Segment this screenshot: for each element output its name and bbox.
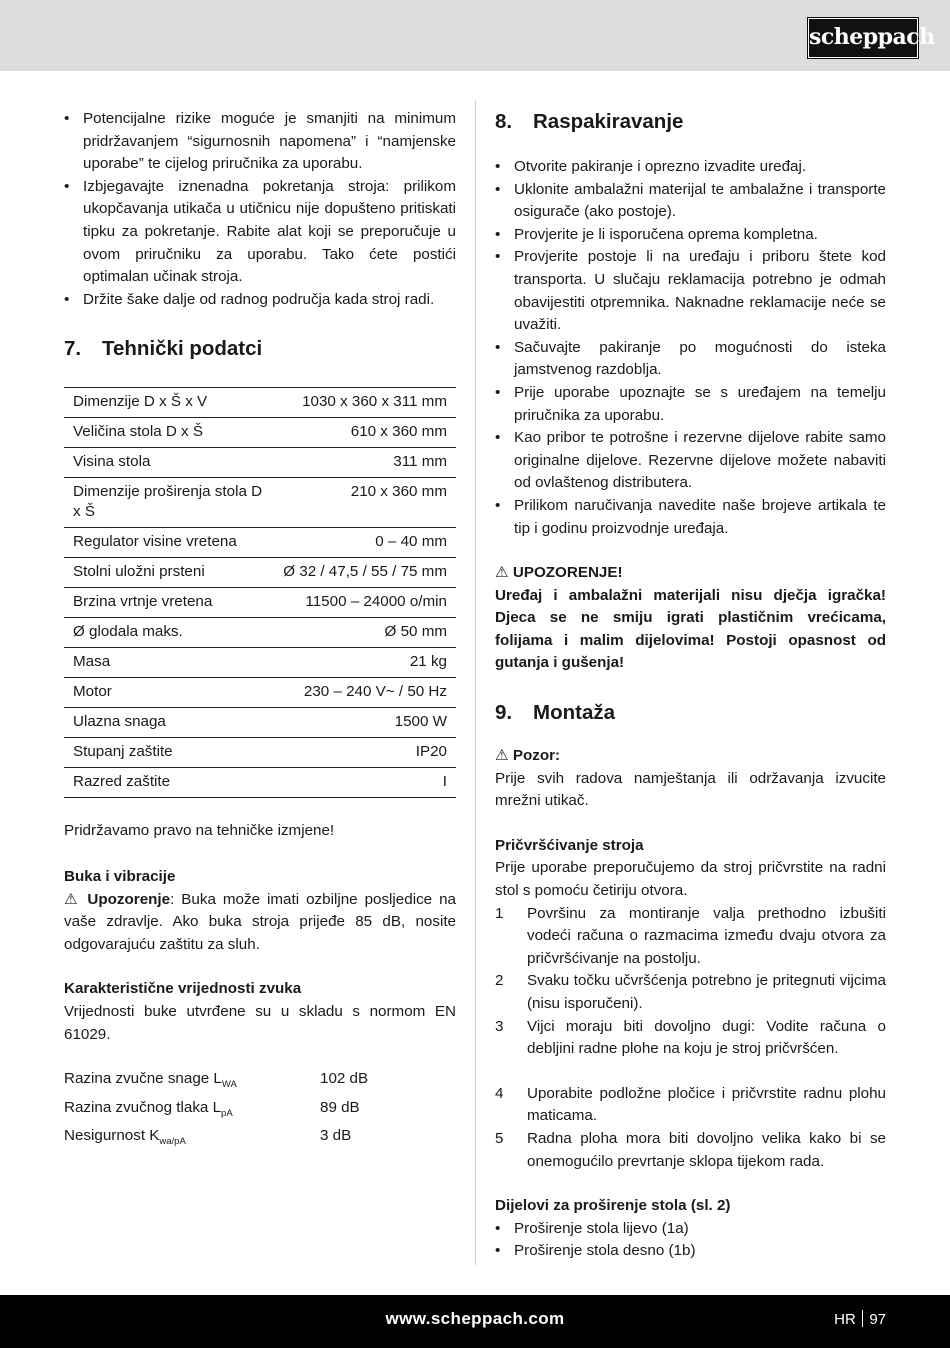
technical-data-table bbox=[64, 387, 456, 798]
fix-text: Prije uporabe preporučujemo da stroj pričvrstite na radni stol s pomoću četiriju otvora. bbox=[495, 859, 886, 900]
table-cell-value: 1500 W bbox=[274, 708, 456, 738]
sound-row bbox=[64, 1068, 456, 1097]
website-link[interactable]: www.scheppach.com bbox=[385, 1309, 565, 1328]
warning-triangle-icon: ⚠ bbox=[64, 890, 81, 908]
right-column bbox=[495, 108, 886, 1263]
table-row bbox=[64, 388, 456, 418]
sound-values bbox=[64, 1068, 456, 1154]
list-item: • Otvorite pakiranje i oprezno izvadite uređaj. bbox=[495, 156, 886, 179]
sound-value: 89 dB bbox=[320, 1098, 360, 1116]
table-cell-label: Brzina vrtnje vretena bbox=[64, 588, 274, 618]
table-cell-value: I bbox=[274, 768, 456, 798]
table-cell-value: Ø 50 mm bbox=[274, 618, 456, 648]
section-7-heading bbox=[64, 335, 456, 363]
intro-bullet-list bbox=[64, 108, 456, 311]
table-row bbox=[64, 738, 456, 768]
table-cell-label: Ø glodala maks. bbox=[64, 618, 274, 648]
list-item: • Držite šake dalje od radnog područja kada stroj radi. bbox=[64, 289, 456, 312]
list-item: 2 Svaku točku učvršćenja potrebno je pritegnuti vijcima (nisu isporučeni). bbox=[495, 972, 886, 1012]
sound-text: Vrijednosti buke utvrđene su u skladu s normom EN 61029. bbox=[64, 1002, 456, 1043]
page-header bbox=[0, 0, 950, 71]
reserve-note: Pridržavamo pravo na tehničke izmjene! bbox=[64, 822, 335, 840]
page-number: 97 bbox=[869, 1311, 886, 1328]
table-cell-value: 210 x 360 mm bbox=[274, 478, 456, 528]
section-title: Tehnički podatci bbox=[102, 337, 263, 361]
noise-warning-label: Upozorenje bbox=[87, 890, 171, 908]
table-cell-value: 1030 x 360 x 311 mm bbox=[274, 388, 456, 418]
ext-heading: Dijelovi za proširenje stola (sl. 2) bbox=[495, 1197, 731, 1215]
sound-row bbox=[64, 1097, 456, 1126]
list-item: 3 Vijci moraju biti dovoljno dugi: Vodite računa o debljini radne plohe na koju je stroj pričvršćen. bbox=[495, 1017, 886, 1058]
list-item: • Provjerite je li isporučena oprema kompletna. bbox=[495, 224, 886, 247]
section-8-heading bbox=[495, 108, 886, 136]
page-footer bbox=[0, 1295, 950, 1348]
table-cell-value: 11500 – 24000 o/min bbox=[274, 588, 456, 618]
table-row bbox=[64, 588, 456, 618]
table-cell-label: Masa bbox=[64, 648, 274, 678]
table-cell-value: 610 x 360 mm bbox=[274, 418, 456, 448]
table-row bbox=[64, 448, 456, 478]
table-row bbox=[64, 418, 456, 448]
list-item: • Prije uporabe upoznajte se s uređajem na temelju priručnika za uporabu. bbox=[495, 382, 886, 427]
list-item: • Sačuvajte pakiranje po mogućnosti do isteka jamstvenog razdoblja. bbox=[495, 337, 886, 382]
page-indicator bbox=[834, 1310, 886, 1328]
noise-warning bbox=[64, 889, 456, 957]
table-row bbox=[64, 708, 456, 738]
warning-text: Uređaj i ambalažni materijali nisu dječja igračka! Djeca se ne smiju igrati plastičnim vrećicama, folijama i malim dijelovima! Postoji opasnost od gutanja i gušenja! bbox=[495, 586, 886, 672]
warning-triangle-icon: ⚠ bbox=[495, 564, 509, 582]
table-cell-value: 0 – 40 mm bbox=[274, 528, 456, 558]
caution-text: Prije svih radova namještanja ili održavanja izvucite mrežni utikač. bbox=[495, 769, 886, 810]
table-row bbox=[64, 648, 456, 678]
sound-value: 3 dB bbox=[320, 1127, 352, 1145]
list-item: • Kao pribor te potrošne i rezervne dijelove rabite samo originalne dijelove. Rezervne dijelove možete nabaviti od ovlaštenog distributera. bbox=[495, 427, 886, 495]
table-cell-value: Ø 32 / 47,5 / 55 / 75 mm bbox=[274, 558, 456, 588]
section-number: 9. bbox=[495, 701, 513, 725]
list-item: • Proširenje stola lijevo (1a) bbox=[495, 1218, 886, 1241]
mounting-steps bbox=[495, 903, 886, 1174]
unpack-bullet-list bbox=[495, 156, 886, 540]
scheppach-logo: scheppach bbox=[808, 18, 918, 58]
table-cell-value: IP20 bbox=[274, 738, 456, 768]
list-item: • Proširenje stola desno (1b) bbox=[495, 1240, 886, 1263]
sound-subscript: wa/pA bbox=[159, 1136, 186, 1148]
table-cell-label: Regulator visine vretena bbox=[64, 528, 274, 558]
caution-title: ⚠ Pozor: bbox=[495, 747, 561, 765]
list-item: • Prilikom naručivanja navedite naše brojeve artikala te tip i godinu proizvodnje uređaja. bbox=[495, 495, 886, 540]
table-cell-value: 311 mm bbox=[274, 448, 456, 478]
table-cell-label: Veličina stola D x Š bbox=[64, 418, 274, 448]
sound-label: Razina zvučne snage L bbox=[64, 1070, 222, 1088]
sound-label: Razina zvučnog tlaka L bbox=[64, 1098, 222, 1116]
list-item: • Uklonite ambalažni materijal te ambalažne i transporte osigurače (ako postoje). bbox=[495, 179, 886, 224]
sound-row bbox=[64, 1125, 456, 1154]
list-item: • Provjerite postoje li na uređaju i priboru štete kod transporta. U slučaju reklamacija potrebno je odmah obavijestiti otpremnika. Naknadne reklamacije neće se uvažiti. bbox=[495, 246, 886, 336]
table-cell-label: Motor bbox=[64, 678, 274, 708]
table-cell-label: Ulazna snaga bbox=[64, 708, 274, 738]
table-cell-value: 21 kg bbox=[274, 648, 456, 678]
section-9-heading bbox=[495, 699, 886, 727]
ext-bullet-list bbox=[495, 1218, 886, 1263]
section-title: Raspakiravanje bbox=[533, 110, 684, 133]
table-cell-label: Stolni uložni prsteni bbox=[64, 558, 274, 588]
sound-subscript: pA bbox=[221, 1107, 233, 1119]
table-row bbox=[64, 618, 456, 648]
table-cell-label: Visina stola bbox=[64, 448, 274, 478]
table-cell-label: Stupanj zaštite bbox=[64, 738, 274, 768]
table-cell-value: 230 – 240 V~ / 50 Hz bbox=[274, 678, 456, 708]
section-number: 7. bbox=[64, 337, 82, 361]
list-item: • Potencijalne rizike moguće je smanjiti na minimum pridržavanjem “sigurnosnih napomena” i “namjenske uporabe” te cijelog priručnika za uporabu. bbox=[64, 108, 456, 176]
sound-value: 102 dB bbox=[320, 1070, 369, 1088]
section-number: 8. bbox=[495, 110, 513, 133]
sound-subscript: WA bbox=[221, 1079, 237, 1091]
sound-heading: Karakteristične vrijednosti zvuka bbox=[64, 980, 302, 998]
list-item: 1 Površinu za montiranje valja prethodno izbušiti vodeći računa o razmacima između dvaju otvora za pričvršćivanje na postolju. bbox=[495, 904, 886, 967]
sound-label: Nesigurnost K bbox=[64, 1127, 160, 1145]
fix-heading: Pričvršćivanje stroja bbox=[495, 836, 644, 854]
left-column bbox=[64, 108, 456, 1154]
language-code: HR bbox=[834, 1311, 856, 1328]
table-row bbox=[64, 768, 456, 798]
table-cell-label: Dimenzije D x Š x V bbox=[64, 388, 274, 418]
warning-title: ⚠ UPOZORENJE! bbox=[495, 564, 623, 582]
separator bbox=[862, 1310, 864, 1327]
table-row bbox=[64, 678, 456, 708]
noise-heading: Buka i vibracije bbox=[64, 867, 176, 885]
table-row bbox=[64, 478, 456, 528]
section-title: Montaža bbox=[533, 701, 615, 725]
table-row bbox=[64, 558, 456, 588]
list-item: • Izbjegavajte iznenadna pokretanja stroja: prilikom ukopčavanja utikača u utičnicu nije dopušteno pritiskati tipku za pokretanje. Rabite alat koji se preporučuje u ovom priručniku za uporabu. Tako ćete postići optimalan učinak stroja. bbox=[64, 176, 456, 289]
list-item: 4 Uporabite podložne pločice i pričvrstite radnu plohu maticama. bbox=[495, 1084, 886, 1125]
table-cell-label: Razred zaštite bbox=[64, 768, 274, 798]
list-item: 5 Radna ploha mora biti dovoljno velika kako bi se onemogućilo prevrtanje sklopa tijekom rada. bbox=[495, 1129, 886, 1170]
table-row bbox=[64, 528, 456, 558]
noise-warning-text: : Buka može imati ozbiljne posljedice na vaše zdravlje. Ako buka stroja prijeđe 85 dB, nosite odgovarajuću zaštitu za sluh. bbox=[64, 890, 456, 953]
table-cell-label: Dimenzije proširenja stola D x Š bbox=[64, 478, 274, 528]
column-divider bbox=[475, 100, 476, 1265]
warning-triangle-icon: ⚠ bbox=[495, 747, 509, 765]
